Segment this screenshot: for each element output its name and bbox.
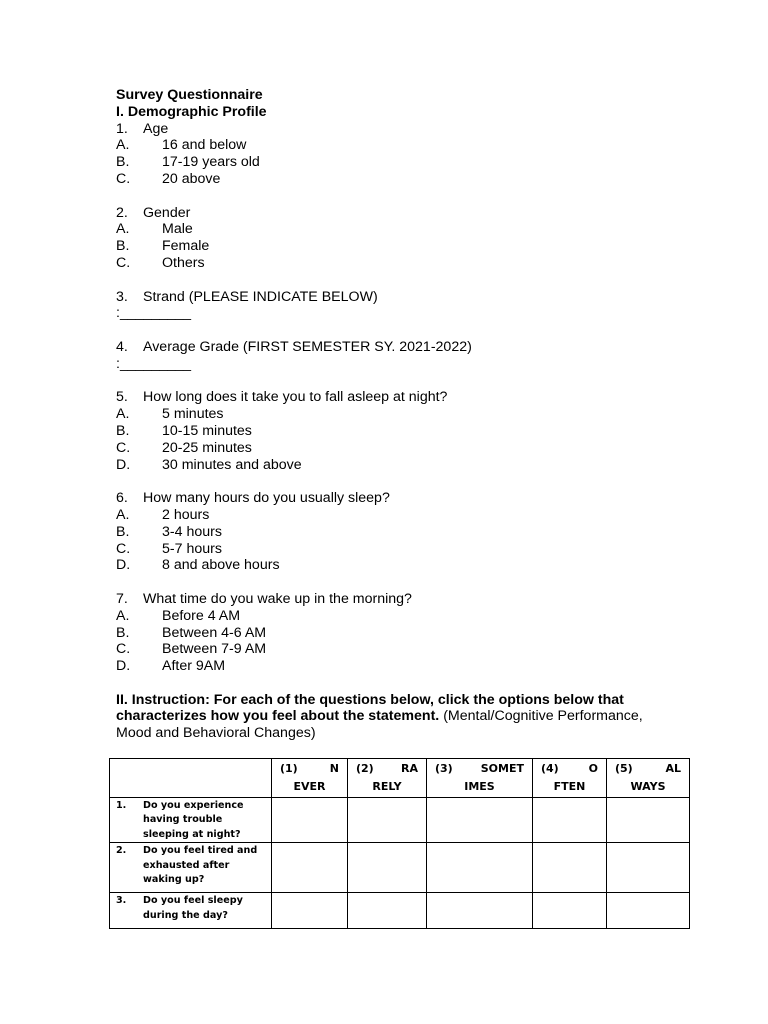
header-label-part: RELY <box>372 780 402 793</box>
option[interactable] <box>116 625 696 642</box>
option-letter: A. <box>116 221 130 238</box>
header-label-part: FTEN <box>553 780 586 793</box>
option[interactable] <box>116 406 696 423</box>
header-number: (1) <box>280 762 298 775</box>
option-letter: D. <box>116 456 131 473</box>
option-letter: D. <box>116 557 131 574</box>
question-text: What time do you wake up in the morning? <box>143 590 412 607</box>
header-never <box>272 759 348 798</box>
table-row <box>110 893 690 929</box>
option-text: 17-19 years old <box>162 154 260 171</box>
option-letter: B. <box>116 154 130 171</box>
answer-cell-never[interactable] <box>272 893 348 929</box>
question-gender <box>116 205 696 272</box>
header-number: (2) <box>356 762 374 775</box>
option-text: 8 and above hours <box>162 557 280 574</box>
option-text: Female <box>162 238 210 255</box>
answer-cell-rarely[interactable] <box>348 893 427 929</box>
option-letter: A. <box>116 607 130 624</box>
option-text: 5 minutes <box>162 406 224 423</box>
option[interactable] <box>116 541 696 558</box>
section-2-instruction <box>116 692 676 742</box>
answer-cell-never[interactable] <box>272 843 348 893</box>
question-number: 1. <box>116 120 128 137</box>
answer-cell-often[interactable] <box>533 843 607 893</box>
option[interactable] <box>116 641 696 658</box>
likert-scale-table <box>109 758 690 929</box>
question-number: 6. <box>116 490 128 507</box>
strand-answer-blank[interactable]: :_________ <box>116 305 191 322</box>
option[interactable] <box>116 255 696 272</box>
header-always <box>607 759 690 798</box>
question-number: 5. <box>116 389 128 406</box>
option-text: 20-25 minutes <box>162 439 252 456</box>
question-age <box>116 121 696 188</box>
option-letter: C. <box>116 254 131 271</box>
option[interactable] <box>116 557 696 574</box>
answer-cell-rarely[interactable] <box>348 843 427 893</box>
row-question-text: Do you feel tired and exhausted after waking up? <box>143 845 258 886</box>
option[interactable] <box>116 137 696 154</box>
question-number: 4. <box>116 338 128 355</box>
option-letter: C. <box>116 540 131 557</box>
question-cell <box>110 843 272 893</box>
option-letter: C. <box>116 439 131 456</box>
row-question-text: Do you feel sleepy during the day? <box>143 895 243 921</box>
option-letter: A. <box>116 506 130 523</box>
header-blank-cell <box>110 759 272 798</box>
header-label-part: RA <box>401 762 418 775</box>
question-text: Gender <box>143 204 191 221</box>
answer-cell-never[interactable] <box>272 798 348 843</box>
answer-cell-always[interactable] <box>607 893 690 929</box>
question-average-grade <box>116 339 696 373</box>
option-letter: A. <box>116 406 130 423</box>
question-text: Strand (PLEASE INDICATE BELOW) <box>143 288 378 305</box>
question-wake-time <box>116 591 696 675</box>
header-label-part: O <box>588 762 598 775</box>
option-text: 2 hours <box>162 506 210 523</box>
option[interactable] <box>116 457 696 474</box>
answer-cell-sometimes[interactable] <box>427 843 533 893</box>
option[interactable] <box>116 171 696 188</box>
grade-answer-blank[interactable]: :_________ <box>116 355 191 372</box>
answer-cell-always[interactable] <box>607 843 690 893</box>
option-text: 5-7 hours <box>162 540 222 557</box>
question-cell <box>110 893 272 929</box>
header-label-part: AL <box>665 762 681 775</box>
instruction-bold-text: II. Instruction: For each of the questions below, click the options below that characterizes how you feel about the statement. <box>116 691 624 725</box>
header-number: (4) <box>541 762 559 775</box>
option-text: 3-4 hours <box>162 523 222 540</box>
option-text: 10-15 minutes <box>162 422 252 439</box>
option-text: 30 minutes and above <box>162 456 302 473</box>
header-label-part: SOMET <box>480 762 524 775</box>
table-row <box>110 843 690 893</box>
row-number: 1. <box>116 800 127 811</box>
question-text: How long does it take you to fall asleep at night? <box>143 389 448 406</box>
answer-cell-sometimes[interactable] <box>427 798 533 843</box>
instruction-normal-text: (Mental/Cognitive Performance, Mood and Behavioral Changes) <box>116 708 643 742</box>
question-number: 7. <box>116 590 128 607</box>
header-sometimes <box>427 759 533 798</box>
question-text: Age <box>143 120 169 137</box>
option-text: Between 7-9 AM <box>162 641 267 658</box>
header-number: (3) <box>435 762 453 775</box>
option[interactable] <box>116 154 696 171</box>
option[interactable] <box>116 238 696 255</box>
option-letter: B. <box>116 523 130 540</box>
question-strand <box>116 289 696 323</box>
survey-page <box>116 87 696 742</box>
option-text: Male <box>162 221 193 238</box>
row-number: 2. <box>116 845 127 857</box>
option-letter: B. <box>116 624 130 641</box>
header-label-part: N <box>329 762 339 775</box>
option[interactable] <box>116 423 696 440</box>
option-text: Between 4-6 AM <box>162 624 267 641</box>
option-letter: C. <box>116 170 131 187</box>
header-often <box>533 759 607 798</box>
question-sleep-hours <box>116 490 696 574</box>
question-text: Average Grade (FIRST SEMESTER SY. 2021-2022) <box>143 338 472 355</box>
answer-cell-sometimes[interactable] <box>427 893 533 929</box>
header-number: (5) <box>615 762 633 775</box>
answer-cell-rarely[interactable] <box>348 798 427 843</box>
option-letter: D. <box>116 658 131 675</box>
option[interactable] <box>116 221 696 238</box>
option-letter: B. <box>116 422 130 439</box>
row-question-text: Do you experience having trouble sleeping at night? <box>143 800 244 840</box>
option-text: Others <box>162 254 205 271</box>
survey-title: Survey Questionnaire <box>116 87 263 103</box>
option-text: 20 above <box>162 170 221 187</box>
option[interactable] <box>116 608 696 625</box>
row-number: 3. <box>116 895 127 907</box>
option-letter: C. <box>116 641 131 658</box>
answer-cell-often[interactable] <box>533 893 607 929</box>
option[interactable] <box>116 507 696 524</box>
question-number: 3. <box>116 288 128 305</box>
option-letter: A. <box>116 137 130 154</box>
table-row <box>110 798 690 843</box>
option-text: After 9AM <box>162 658 226 675</box>
option-text: Before 4 AM <box>162 607 241 624</box>
header-label-part: IMES <box>464 780 495 793</box>
option[interactable] <box>116 524 696 541</box>
option-letter: B. <box>116 238 130 255</box>
section-1-title: I. Demographic Profile <box>116 103 267 120</box>
answer-cell-always[interactable] <box>607 798 690 843</box>
option[interactable] <box>116 658 696 675</box>
question-cell <box>110 798 272 843</box>
answer-cell-often[interactable] <box>533 798 607 843</box>
question-fall-asleep <box>116 389 696 473</box>
table-header-row <box>110 759 690 798</box>
header-label-part: WAYS <box>630 780 666 793</box>
header-rarely <box>348 759 427 798</box>
option[interactable] <box>116 440 696 457</box>
question-number: 2. <box>116 204 128 221</box>
header-label-part: EVER <box>293 780 326 793</box>
question-text: How many hours do you usually sleep? <box>143 490 390 507</box>
option-text: 16 and below <box>162 137 247 154</box>
